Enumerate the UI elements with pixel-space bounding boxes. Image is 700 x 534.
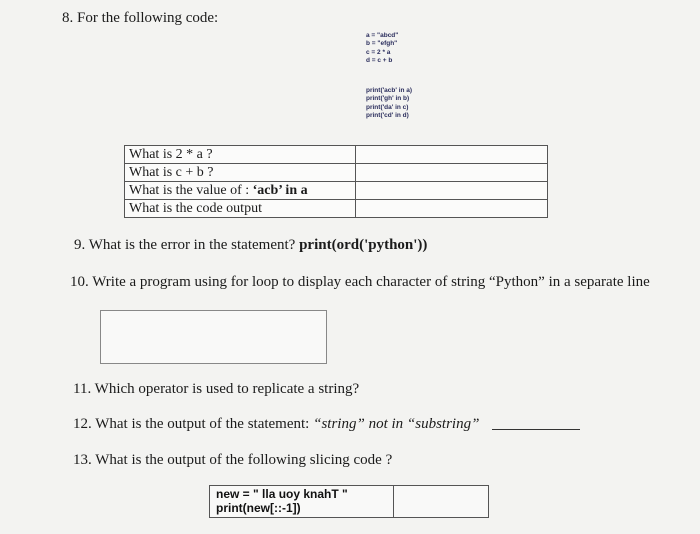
q12-operator: not in: [364, 416, 407, 432]
table-question-cell: What is 2 * a ?: [125, 146, 356, 164]
q8-print-block: [366, 87, 412, 121]
print-line: print('da' in c): [366, 103, 409, 111]
q8-title: 8. For the following code:: [62, 10, 219, 26]
print-line: print('cd' in d): [366, 112, 409, 120]
q12-string1: “string”: [313, 416, 365, 432]
table-row: [125, 164, 548, 182]
q12-string2: “substring”: [406, 416, 480, 432]
question-code: ‘acb’ in a: [252, 183, 308, 198]
q13-answer-box[interactable]: [393, 485, 489, 518]
q12-prefix: 12. What is the output of the statement:: [73, 416, 314, 432]
table-row: [125, 182, 548, 200]
q9-prefix: 9. What is the error in the statement?: [74, 237, 300, 253]
code-line: new = " lla uoy knahT ": [216, 487, 348, 501]
code-line: b = "efgh": [366, 40, 398, 48]
code-line: d = c + b: [366, 57, 393, 65]
code-line: c = 2 * a: [366, 48, 391, 56]
code-line: a = "abcd": [366, 32, 399, 39]
q9-code: print(ord('python')): [299, 237, 428, 253]
print-line: print('gh' in b): [366, 95, 410, 103]
table-question-cell: What is the code output: [125, 200, 356, 218]
q9-text: [74, 237, 427, 254]
question-text: What is the value of :: [129, 183, 253, 198]
table-answer-cell[interactable]: [356, 182, 548, 200]
table-row: [125, 146, 548, 164]
q13-text: 13. What is the output of the following slicing code ?: [73, 452, 393, 468]
q8-code-block: [366, 32, 398, 66]
q12-text: [73, 416, 479, 433]
print-line: print('acb' in a): [366, 87, 413, 94]
q13-code-box: [209, 485, 395, 518]
q10-text: 10. Write a program using for loop to display each character of string “Python” in a separate line: [70, 274, 650, 290]
q11-text: 11. Which operator is used to replicate a string?: [73, 381, 360, 397]
q12-answer-blank[interactable]: [492, 429, 580, 430]
code-line: print(new[::-1]): [216, 501, 301, 515]
q13-code: [216, 487, 348, 515]
table-row: [125, 200, 548, 218]
table-answer-cell[interactable]: [356, 146, 548, 164]
table-answer-cell[interactable]: [356, 200, 548, 218]
table-question-cell: What is c + b ?: [125, 164, 356, 182]
table-answer-cell[interactable]: [356, 164, 548, 182]
q10-answer-box[interactable]: [100, 310, 327, 364]
table-question-cell: [125, 182, 356, 200]
q8-answer-table: [124, 145, 548, 218]
